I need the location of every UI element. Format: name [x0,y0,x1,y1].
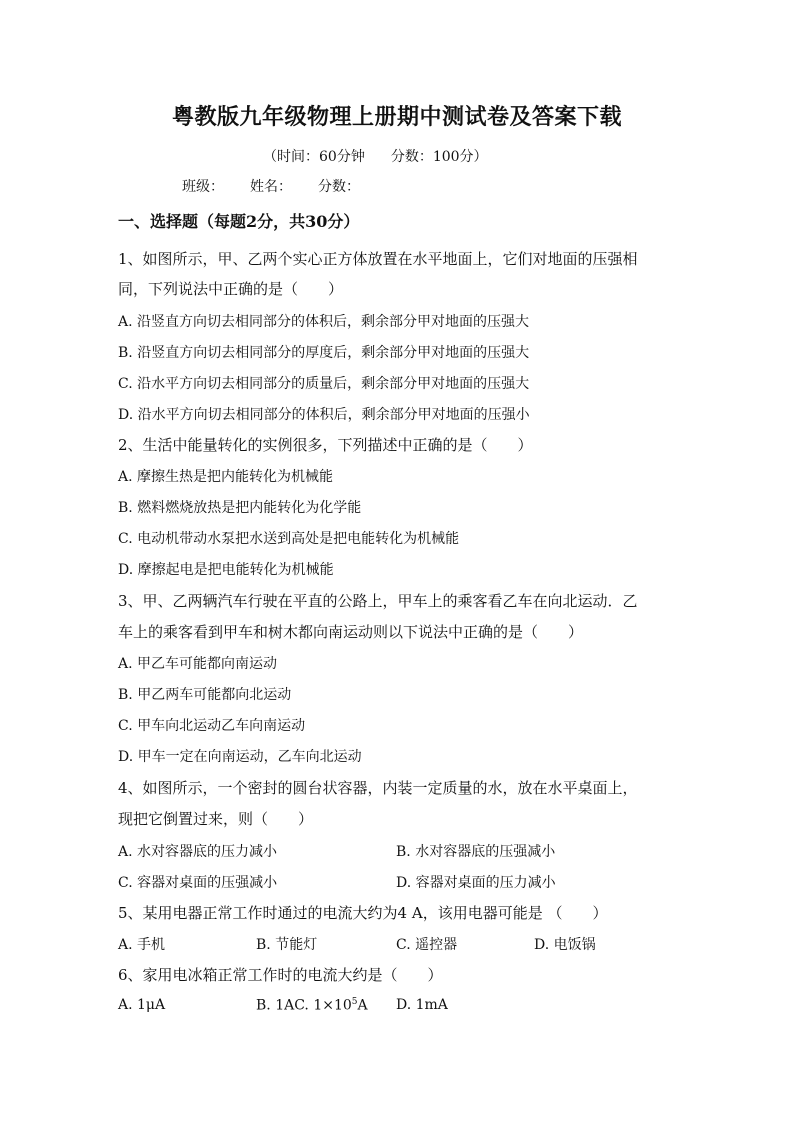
student-info [182,176,386,196]
q1-option-c: C. 沿水平方向切去相同部分的质量后，剩余部分甲对地面的压强大 [118,376,530,392]
score-label: 分数： [318,179,360,195]
page-title: 粤教版九年级物理上册期中测试卷及答案下载 [171,104,622,130]
name-label: 姓名： [250,179,292,195]
q5-option-a: A. 手机 [118,937,166,953]
q5-option-c: C. 遥控器 [396,937,458,953]
q4-option-b: B. 水对容器底的压强减小 [396,844,556,860]
q5-option-b: B. 节能灯 [256,937,318,953]
q3-option-c: C. 甲车向北运动乙车向南运动 [118,718,306,734]
section-heading: 一、选择题（每题2分，共30分） [118,212,360,231]
question-1-stem: 1、如图所示，甲、乙两个实心正方体放置在水平地面上，它们对地面的压强相 [118,250,638,268]
question-5-stem: 5、某用电器正常工作时通过的电流大约为4 A，该用电器可能是 （ ） [118,904,608,922]
q6-option-bc-text: B. 1AC. 1×10 [256,997,352,1014]
q5-option-d: D. 电饭锅 [534,937,596,953]
q2-option-b: B. 燃料燃烧放热是把内能转化为化学能 [118,500,362,516]
q2-option-d: D. 摩擦起电是把电能转化为机械能 [118,562,334,578]
exam-meta [263,146,514,166]
question-4-stem-cont: 现把它倒置过来，则（ ） [118,810,314,828]
question-2-stem: 2、生活中能量转化的实例很多，下列描述中正确的是（ ） [118,436,533,454]
question-4-stem: 4、如图所示，一个密封的圆台状容器，内装一定质量的水，放在水平桌面上， [118,779,638,797]
q6-unit: A [357,997,368,1014]
q3-option-a: A. 甲乙车可能都向南运动 [118,656,278,672]
time-limit: （时间：60分钟 [263,149,365,165]
q4-option-a: A. 水对容器底的压力减小 [118,844,278,860]
q6-option-bc [256,997,368,1014]
q3-option-d: D. 甲车一定在向南运动，乙车向北运动 [118,749,362,765]
question-3-stem-cont: 车上的乘客看到甲车和树木都向南运动则以下说法中正确的是（ ） [118,623,584,641]
question-3-stem: 3、甲、乙两辆汽车行驶在平直的公路上，甲车上的乘客看乙车在向北运动．乙 [118,592,638,610]
q4-option-d: D. 容器对桌面的压力减小 [396,875,556,891]
question-1-stem-cont: 同，下列说法中正确的是（ ） [118,280,344,298]
q2-option-a: A. 摩擦生热是把内能转化为机械能 [118,469,334,485]
q4-option-c: C. 容器对桌面的压强减小 [118,875,278,891]
q1-option-d: D. 沿水平方向切去相同部分的体积后，剩余部分甲对地面的压强小 [118,407,530,423]
q3-option-b: B. 甲乙两车可能都向北运动 [118,687,292,703]
total-score: 分数：100分） [390,149,488,165]
q1-option-b: B. 沿竖直方向切去相同部分的厚度后，剩余部分甲对地面的压强大 [118,345,530,361]
q6-exponent: 5 [351,997,358,1007]
question-6-stem: 6、家用电冰箱正常工作时的电流大约是（ ） [118,966,443,984]
q1-option-a: A. 沿竖直方向切去相同部分的体积后，剩余部分甲对地面的压强大 [118,314,530,330]
q2-option-c: C. 电动机带动水泵把水送到高处是把电能转化为机械能 [118,531,460,547]
q6-option-a: A. 1μA [118,997,166,1013]
q6-option-d: D. 1mA [396,997,448,1013]
class-label: 班级： [182,179,224,195]
